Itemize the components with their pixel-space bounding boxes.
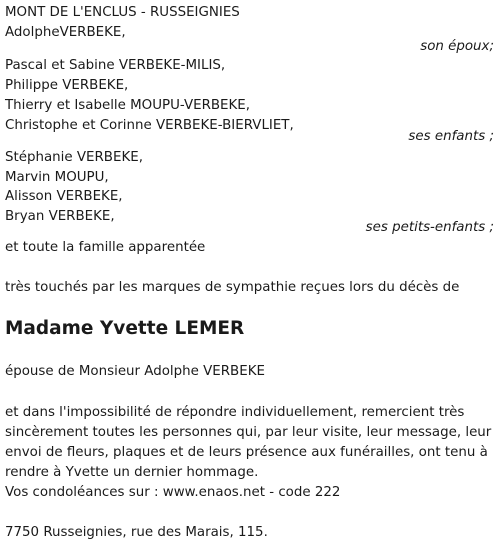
- condolences-line: Vos condoléances sur : www.enaos.net - code 222: [5, 485, 341, 500]
- deceased-spouse-line: épouse de Monsieur Adolphe VERBEKE: [5, 364, 265, 379]
- grandchild-line: Bryan VERBEKE,: [5, 209, 115, 224]
- thanks-message: et dans l'impossibilité de répondre individuellement, remercient très sincèrement toutes les personnes qui, par leur visite, leur message, leur envoi de fleurs, plaques et de leurs présence aux funérailles, ont tenu à rendre à Yvette un dernier hommage.: [5, 405, 492, 480]
- address-line: 7750 Russeignies, rue des Marais, 115.: [5, 525, 268, 540]
- thanks-intro: très touchés par les marques de sympathie reçues lors du décès de: [5, 280, 460, 295]
- child-line: Christophe et Corinne VERBEKE-BIERVLIET,: [5, 118, 294, 133]
- children-role: ses enfants ;: [408, 129, 494, 144]
- child-line: Philippe VERBEKE,: [5, 78, 129, 93]
- child-line: Thierry et Isabelle MOUPU-VERBEKE,: [5, 98, 251, 113]
- grandchild-line: Marvin MOUPU,: [5, 170, 109, 185]
- grandchildren-role: ses petits-enfants ;: [365, 220, 494, 235]
- deceased-name: Madame Yvette LEMER: [5, 318, 245, 339]
- grandchild-line: Stéphanie VERBEKE,: [5, 150, 143, 165]
- child-line: Pascal et Sabine VERBEKE-MILIS,: [5, 58, 226, 73]
- location-line: MONT DE L'ENCLUS - RUSSEIGNIES: [5, 5, 240, 20]
- family-line: et toute la famille apparentée: [5, 240, 206, 255]
- spouse-role: son époux;: [420, 39, 494, 54]
- spouse-name: AdolpheVERBEKE,: [5, 25, 126, 40]
- grandchild-line: Alisson VERBEKE,: [5, 189, 123, 204]
